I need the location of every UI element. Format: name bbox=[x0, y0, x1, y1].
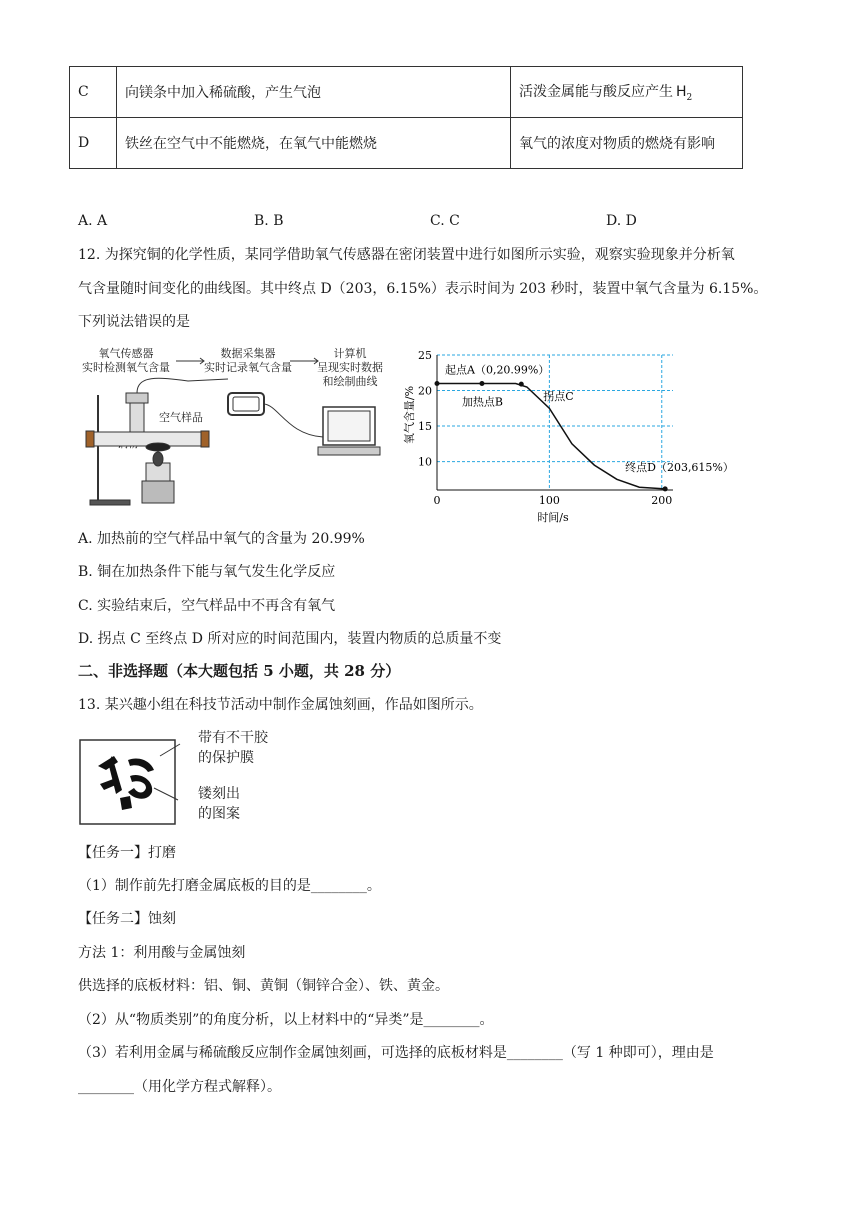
collector-label-2: 实时记录氧气含量 bbox=[204, 361, 292, 374]
chart-points bbox=[435, 362, 734, 491]
table-row bbox=[70, 67, 743, 118]
collector-label-1: 数据采集器 bbox=[220, 347, 276, 360]
computer-label-3: 和绘制曲线 bbox=[322, 375, 378, 388]
materials: 供选择的底板材料：铝、铜、黄铜（铜锌合金）、铁、黄金。 bbox=[78, 978, 449, 994]
experiment-table bbox=[69, 66, 743, 169]
pattern-label-2: 的图案 bbox=[198, 806, 240, 822]
point-label: 拐点C bbox=[543, 390, 574, 404]
x-tick-label: 200 bbox=[651, 494, 673, 507]
y-tick-label: 10 bbox=[418, 455, 432, 469]
choice-d: D. D bbox=[606, 213, 637, 229]
chart-point bbox=[519, 382, 524, 387]
chart-point bbox=[663, 486, 668, 491]
q12-option-d: D. 拐点 C 至终点 D 所对应的时间范围内，装置内物质的总质量不变 bbox=[78, 631, 502, 647]
q12-option-c: C. 实验结束后，空气样品中不再含有氧气 bbox=[78, 598, 336, 614]
row-conclusion: 活泼金属能与酸反应产生 $H_2$ bbox=[511, 67, 743, 118]
q12-line-3: 下列说法错误的是 bbox=[78, 314, 190, 330]
choice-b: B. B bbox=[254, 213, 284, 229]
row-key: D bbox=[70, 118, 117, 169]
row-operation: 铁丝在空气中不能燃烧，在氧气中能燃烧 bbox=[117, 118, 511, 169]
method1: 方法 1：利用酸与金属蚀刻 bbox=[78, 945, 246, 961]
q13-q3-line2: ________（用化学方程式解释）。 bbox=[78, 1079, 281, 1095]
table-row bbox=[70, 118, 743, 169]
air-sample-label: 空气样品 bbox=[159, 411, 203, 424]
q12-option-a: A. 加热前的空气样品中氧气的含量为 20.99% bbox=[78, 531, 365, 547]
chart-point bbox=[435, 381, 440, 386]
row-key: C bbox=[70, 67, 117, 118]
q13-q1: （1）制作前先打磨金属底板的目的是________。 bbox=[78, 878, 381, 894]
computer-label-2: 呈现实时数据 bbox=[317, 361, 383, 374]
y-axis-label: 氧气含量/% bbox=[403, 385, 416, 445]
task1-title: 【任务一】打磨 bbox=[78, 845, 176, 861]
y-tick-label: 25 bbox=[418, 349, 432, 362]
row-conclusion: 氧气的浓度对物质的燃烧有影响 bbox=[511, 118, 743, 169]
q12-line-2: 气含量随时间变化的曲线图。其中终点 D（203，6.15%）表示时间为 203 秒时，装置中氧气含量为 6.15%。 bbox=[78, 281, 768, 297]
etching-figure bbox=[78, 726, 318, 826]
pattern-label-1: 镂刻出 bbox=[198, 786, 240, 802]
film-label-2: 的保护膜 bbox=[198, 750, 254, 766]
y-tick-label: 20 bbox=[418, 384, 432, 398]
point-label: 终点D（203,615%） bbox=[625, 460, 734, 474]
chart-point bbox=[479, 381, 484, 386]
oxygen-chart bbox=[403, 345, 734, 525]
apparatus-figure bbox=[78, 345, 398, 515]
q13-intro: 13. 某兴趣小组在科技节活动中制作金属蚀刻画，作品如图所示。 bbox=[78, 697, 483, 713]
choice-c: C. C bbox=[430, 213, 460, 229]
point-label: 加热点B bbox=[461, 395, 504, 409]
q12-option-b: B. 铜在加热条件下能与氧气发生化学反应 bbox=[78, 564, 336, 580]
section-title: 二、非选择题（本大题包括 5 小题，共 28 分） bbox=[78, 662, 401, 680]
q12-line-1: 12. 为探究铜的化学性质，某同学借助氧气传感器在密闭装置中进行如图所示实验，观察实验现象并分析氧 bbox=[78, 247, 735, 263]
sensor-label-2: 实时检测氧气含量 bbox=[82, 361, 170, 374]
choice-a: A. A bbox=[78, 213, 108, 229]
y-tick-label: 15 bbox=[418, 420, 432, 434]
task2-title: 【任务二】蚀刻 bbox=[78, 911, 176, 927]
x-axis-label: 时间/s bbox=[537, 511, 569, 524]
sensor-label-1: 氧气传感器 bbox=[98, 347, 154, 360]
x-tick-label: 0 bbox=[433, 494, 441, 507]
x-tick-label: 100 bbox=[538, 494, 560, 507]
q13-q3-line1: （3）若利用金属与稀硫酸反应制作金属蚀刻画，可选择的底板材料是________（写 1 种即可），理由是 bbox=[78, 1045, 714, 1061]
row-operation: 向镁条中加入稀硫酸，产生气泡 bbox=[117, 67, 511, 118]
film-label-1: 带有不干胶 bbox=[198, 730, 268, 746]
q13-q2: （2）从“物质类别”的角度分析，以上材料中的“异类”是________。 bbox=[78, 1012, 494, 1028]
point-label: 起点A（0,20.99%） bbox=[445, 363, 550, 377]
computer-label-1: 计算机 bbox=[333, 347, 367, 360]
